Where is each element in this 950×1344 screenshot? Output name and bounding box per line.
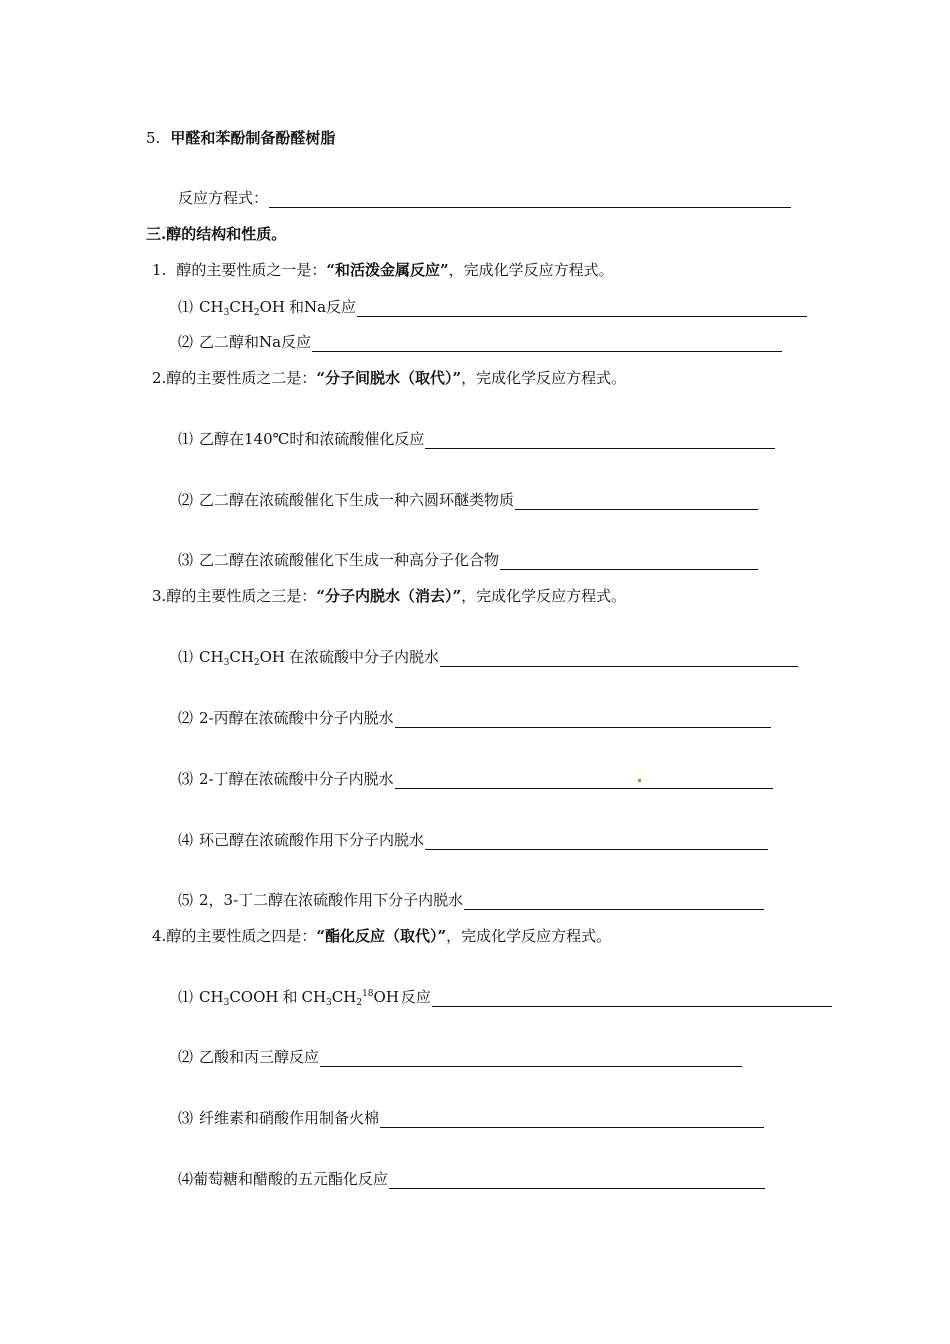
answer-blank[interactable]: [425, 833, 768, 850]
answer-blank[interactable]: [269, 191, 791, 208]
property-4-number: 4.: [152, 927, 167, 945]
property-3-heading: [152, 586, 626, 606]
item-number: ⑶: [178, 551, 194, 569]
answer-blank[interactable]: [380, 1111, 764, 1128]
property-1-number: 1.: [152, 261, 167, 279]
question-4-4: [178, 1169, 765, 1189]
property-3-suffix: ，完成化学反应方程式。: [461, 587, 627, 605]
answer-blank[interactable]: [425, 432, 775, 449]
question-4-2: [178, 1047, 742, 1067]
answer-blank[interactable]: [320, 1050, 742, 1067]
item-text: 乙二醇和Na反应: [199, 333, 312, 351]
labeled-ethanol-formula: $CH_3CH_2^{18}OH$: [301, 988, 399, 1008]
item-text: 2-丁醇在浓硫酸中分子内脱水: [199, 770, 394, 788]
item-text: 纤维素和硝酸作用制备火棉: [199, 1109, 380, 1127]
answer-blank[interactable]: [440, 650, 798, 667]
item-text: 2，3-丁二醇在浓硫酸作用下分子内脱水: [199, 891, 464, 909]
property-3-prefix: 醇的主要性质之三是：: [166, 587, 317, 605]
question-3-2: [178, 708, 771, 728]
property-1-keyword: “和活泼金属反应”: [326, 261, 449, 279]
question-2-2: [178, 490, 758, 510]
item-number: ⑷: [178, 1170, 194, 1188]
question-3-5: [178, 890, 764, 910]
item-number: ⑵: [178, 709, 194, 727]
reaction-equation-row: [178, 188, 791, 208]
property-1-suffix: ，完成化学反应方程式。: [448, 261, 614, 279]
item-number: ⑵: [178, 491, 194, 509]
section-5-heading: [146, 128, 335, 148]
item-number: ⑴: [178, 298, 194, 316]
item-text: 和Na反应: [289, 298, 357, 316]
property-2-suffix: ，完成化学反应方程式。: [461, 369, 627, 387]
item-number: ⑵: [178, 1048, 194, 1066]
property-4-suffix: ，完成化学反应方程式。: [446, 927, 612, 945]
question-4-3: [178, 1108, 764, 1128]
question-3-3: [178, 769, 773, 789]
acetic-acid-formula: $CH_3COOH$: [199, 988, 279, 1008]
item-number: ⑷: [178, 831, 194, 849]
item-number: ⑸: [178, 891, 194, 909]
item-text: 在浓硫酸中分子内脱水: [289, 648, 440, 666]
property-1-heading: [152, 260, 614, 280]
property-3-keyword: “分子内脱水（消去）”: [316, 587, 462, 605]
property-2-keyword: “分子间脱水（取代）”: [316, 369, 462, 387]
item-number: ⑵: [178, 333, 194, 351]
item-text: 反应: [400, 988, 431, 1006]
question-1-1: [178, 297, 807, 317]
answer-blank[interactable]: [464, 893, 764, 910]
property-2-number: 2.: [152, 369, 167, 387]
question-4-1: [178, 987, 832, 1007]
reaction-equation-label: 反应方程式：: [178, 189, 269, 207]
stray-dot-mark: [638, 779, 641, 782]
ethanol-formula: $CH_3CH_2OH$: [199, 298, 285, 318]
item-text: 乙二醇在浓硫酸催化下生成一种六圆环醚类物质: [199, 491, 515, 509]
item-number: ⑴: [178, 648, 194, 666]
property-4-heading: [152, 926, 611, 946]
property-2-heading: [152, 368, 626, 388]
section-5-title: 甲醛和苯酚制备酚醛树脂: [170, 129, 336, 147]
property-2-prefix: 醇的主要性质之二是：: [166, 369, 317, 387]
question-1-2: [178, 332, 782, 352]
answer-blank[interactable]: [395, 711, 771, 728]
section-5-number: 5.: [146, 129, 161, 147]
question-3-4: [178, 830, 768, 850]
answer-blank[interactable]: [389, 1172, 765, 1189]
question-3-1: [178, 647, 798, 667]
question-2-1: [178, 429, 775, 449]
property-1-prefix: 醇的主要性质之一是：: [176, 261, 327, 279]
item-text: 乙醇在140℃时和浓硫酸催化反应: [199, 430, 425, 448]
section-3-title: 三.醇的结构和性质。: [146, 225, 287, 243]
ethanol-formula: $CH_3CH_2OH$: [199, 648, 285, 668]
property-3-number: 3.: [152, 587, 167, 605]
item-text: 乙酸和丙三醇反应: [199, 1048, 320, 1066]
item-text: 2-丙醇在浓硫酸中分子内脱水: [199, 709, 394, 727]
item-text: 环己醇在浓硫酸作用下分子内脱水: [199, 831, 425, 849]
property-4-prefix: 醇的主要性质之四是：: [166, 927, 317, 945]
answer-blank[interactable]: [515, 493, 758, 510]
answer-blank[interactable]: [312, 335, 782, 352]
answer-blank[interactable]: [500, 553, 758, 570]
item-text: 乙二醇在浓硫酸催化下生成一种高分子化合物: [199, 551, 500, 569]
item-number: ⑶: [178, 1109, 194, 1127]
conjunction: 和: [282, 988, 298, 1006]
answer-blank[interactable]: [357, 300, 807, 317]
property-4-keyword: “酯化反应（取代）”: [316, 927, 447, 945]
item-text: 葡萄糖和醋酸的五元酯化反应: [193, 1170, 389, 1188]
answer-blank[interactable]: [432, 990, 832, 1007]
item-number: ⑶: [178, 770, 194, 788]
item-number: ⑴: [178, 430, 194, 448]
question-2-3: [178, 550, 758, 570]
item-number: ⑴: [178, 988, 194, 1006]
answer-blank[interactable]: [395, 772, 773, 789]
